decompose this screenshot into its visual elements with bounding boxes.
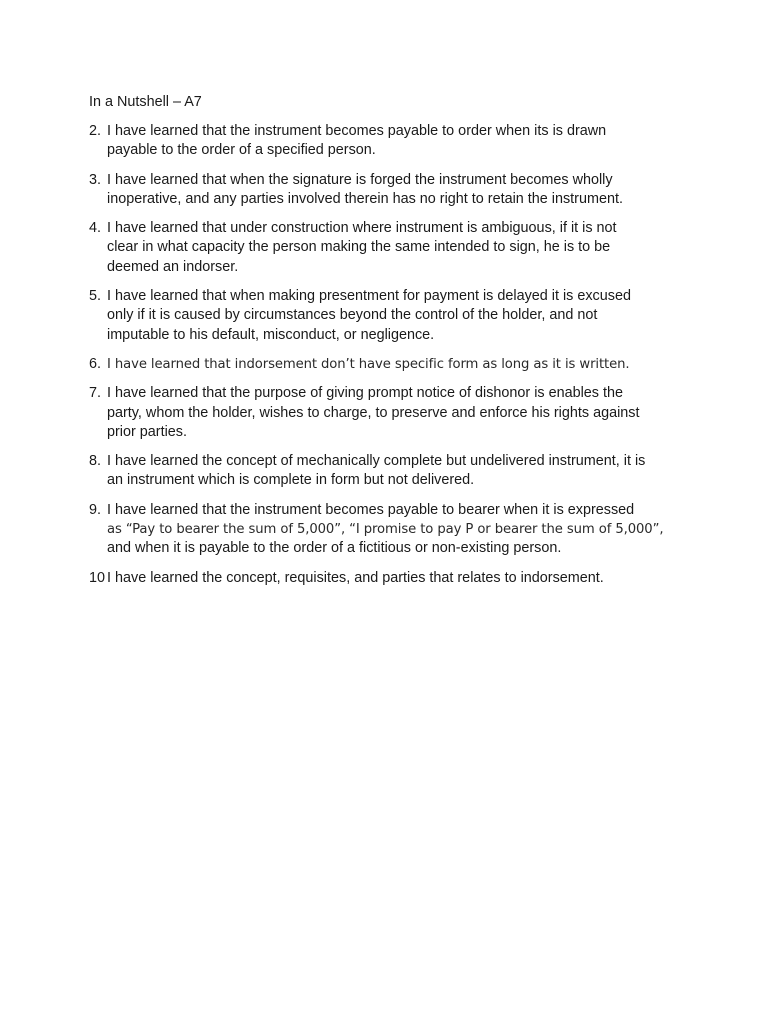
item-text xyxy=(107,569,689,588)
item-text xyxy=(107,219,689,277)
list-item xyxy=(89,171,689,210)
item-line: as “Pay to bearer the sum of 5,000”, “I promise to pay P or bearer the sum of 5,000”, xyxy=(107,522,664,538)
item-number: 3. xyxy=(89,171,102,188)
item-text xyxy=(107,501,689,559)
item-line: prior parties. xyxy=(107,423,187,440)
item-number: 2. xyxy=(89,123,102,139)
item-number: 7. xyxy=(89,385,102,402)
item-line: and when it is payable to the order of a fictitious or non-existing person. xyxy=(107,540,562,557)
list-item xyxy=(89,452,689,491)
item-line: I have learned the concept, requisites, and parties that relates to indorsement. xyxy=(107,569,604,586)
item-line: imputable to his default, misconduct, or negligence. xyxy=(107,326,435,343)
item-text xyxy=(107,384,689,442)
list-item xyxy=(89,287,689,345)
list-item xyxy=(89,569,689,588)
item-line: an instrument which is complete in form but not delivered. xyxy=(107,472,475,489)
item-line: party, whom the holder, wishes to charge, to preserve and enforce his rights against xyxy=(107,404,640,421)
document-title: In a Nutshell – A7 xyxy=(89,94,202,110)
learning-list xyxy=(89,122,689,598)
item-number: 8. xyxy=(89,453,102,470)
list-item xyxy=(89,122,689,161)
item-line: I have learned that under construction where instrument is ambiguous, if it is not xyxy=(107,220,617,237)
item-line: deemed an indorser. xyxy=(107,258,239,275)
item-text xyxy=(107,171,689,210)
list-item xyxy=(89,355,689,374)
item-line: payable to the order of a specified person. xyxy=(107,142,376,159)
item-line: I have learned that when making presentment for payment is delayed it is excused xyxy=(107,288,631,305)
item-line: I have learned that the purpose of giving prompt notice of dishonor is enables the xyxy=(107,385,623,402)
item-line: I have learned the concept of mechanically complete but undelivered instrument, it is xyxy=(107,453,646,470)
item-number: 9. xyxy=(89,501,102,518)
item-line: only if it is caused by circumstances beyond the control of the holder, and not xyxy=(107,307,598,324)
item-line: inoperative, and any parties involved therein has no right to retain the instrument. xyxy=(107,190,623,207)
item-number: 6. xyxy=(89,355,102,372)
list-item xyxy=(89,219,689,277)
item-line: I have learned that the instrument becomes payable to bearer when it is expressed xyxy=(107,501,635,518)
item-text xyxy=(107,355,689,374)
item-number: 5. xyxy=(89,288,102,305)
item-line: clear in what capacity the person making the same intended to sign, he is to be xyxy=(107,239,611,256)
item-text xyxy=(107,122,689,161)
list-item xyxy=(89,384,689,442)
item-line: I have learned that the instrument becomes payable to order when its is drawn xyxy=(107,123,607,139)
item-number: 10 xyxy=(89,569,106,586)
item-text xyxy=(107,452,689,491)
item-line: I have learned that indorsement don’t have specific form as long as it is written. xyxy=(107,356,630,372)
item-text xyxy=(107,287,689,345)
item-number: 4. xyxy=(89,220,102,237)
item-line: I have learned that when the signature is forged the instrument becomes wholly xyxy=(107,171,613,188)
list-item xyxy=(89,501,689,559)
